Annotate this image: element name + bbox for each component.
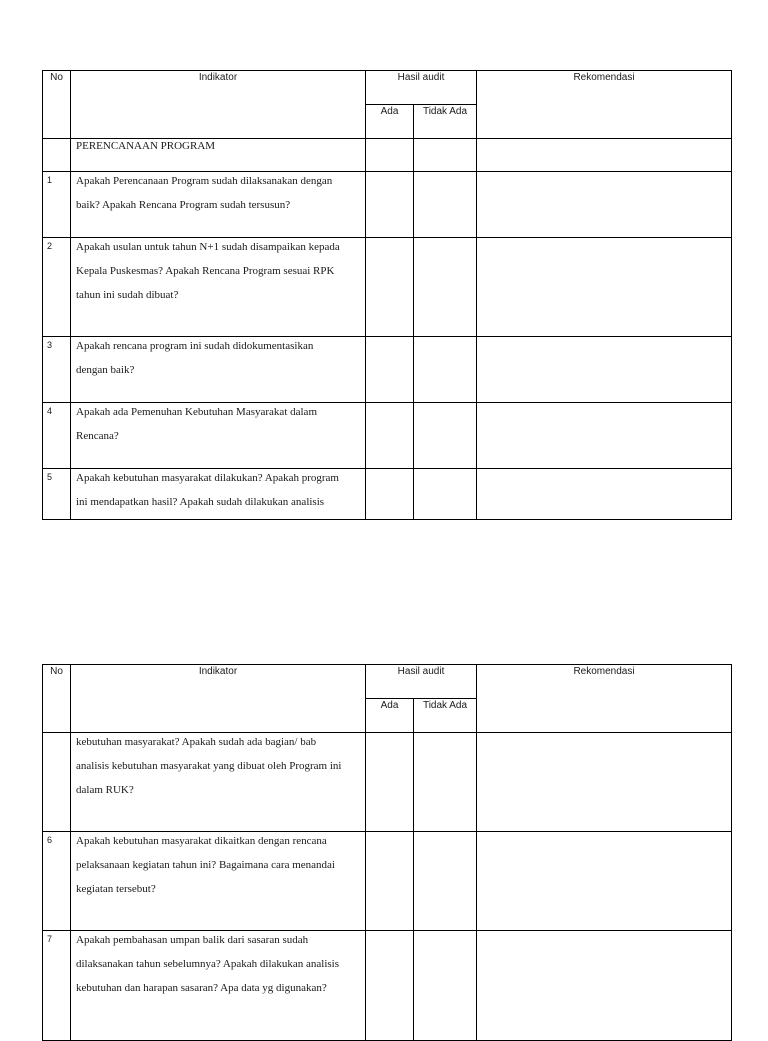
- indikator-line: dilaksanakan tahun sebelumnya? Apakah dilakukan analisis: [76, 958, 340, 970]
- header-tidak-ada: Tidak Ada: [414, 699, 477, 733]
- table-row: [43, 337, 732, 403]
- indikator-line: analisis kebutuhan masyarakat yang dibuat oleh Program ini: [76, 760, 342, 772]
- rekomendasi-cell: [477, 403, 732, 469]
- ada-cell: [366, 832, 414, 931]
- indikator-cell: [71, 238, 366, 337]
- row-number: 2: [43, 238, 71, 337]
- indikator-line: kebutuhan masyarakat? Apakah sudah ada bagian/ bab: [76, 736, 317, 748]
- indikator-line: baik? Apakah Rencana Program sudah tersusun?: [76, 199, 291, 211]
- row-number: 4: [43, 403, 71, 469]
- ada-cell: [366, 931, 414, 1041]
- tidak-ada-cell: [414, 172, 477, 238]
- row-number: 3: [43, 337, 71, 403]
- table-row: [43, 832, 732, 931]
- audit-table-page-1: [42, 70, 732, 520]
- row-number: 7: [43, 931, 71, 1041]
- indikator-cell: [71, 172, 366, 238]
- ada-cell: [366, 172, 414, 238]
- rekomendasi-cell: [477, 469, 732, 520]
- tidak-ada-cell: [414, 469, 477, 520]
- rekomendasi-cell: [477, 172, 732, 238]
- indikator-line: ini mendapatkan hasil? Apakah sudah dilakukan analisis: [76, 496, 325, 508]
- header-hasil-audit: Hasil audit: [366, 71, 477, 105]
- indikator-cell: [71, 931, 366, 1041]
- header-indikator: Indikator: [71, 665, 366, 733]
- indikator-line: Apakah kebutuhan masyarakat dilakukan? Apakah program: [76, 472, 339, 484]
- header-rekomendasi: Rekomendasi: [477, 71, 732, 139]
- indikator-cell: [71, 832, 366, 931]
- ada-cell: [366, 238, 414, 337]
- row-number: 1: [43, 172, 71, 238]
- tidak-ada-cell: [414, 337, 477, 403]
- indikator-line: Apakah Perencanaan Program sudah dilaksanakan dengan: [76, 175, 333, 187]
- ada-cell: [366, 403, 414, 469]
- header-ada: Ada: [366, 699, 414, 733]
- row-number: [43, 733, 71, 832]
- table-row: [43, 403, 732, 469]
- table-row: [43, 931, 732, 1041]
- indikator-line: Apakah kebutuhan masyarakat dikaitkan dengan rencana: [76, 835, 327, 847]
- tidak-ada-cell: [414, 403, 477, 469]
- tidak-ada-cell: [414, 139, 477, 172]
- section-title: PERENCANAAN PROGRAM: [71, 139, 366, 172]
- tidak-ada-cell: [414, 238, 477, 337]
- header-tidak-ada: Tidak Ada: [414, 105, 477, 139]
- indikator-cell: [71, 403, 366, 469]
- ada-cell: [366, 139, 414, 172]
- rekomendasi-cell: [477, 238, 732, 337]
- header-ada: Ada: [366, 105, 414, 139]
- row-number: 5: [43, 469, 71, 520]
- ada-cell: [366, 469, 414, 520]
- audit-table-page-2: [42, 664, 732, 1041]
- tidak-ada-cell: [414, 733, 477, 832]
- header-indikator: Indikator: [71, 71, 366, 139]
- table-row: [43, 733, 732, 832]
- section-number-cell: [43, 139, 71, 172]
- indikator-cell: [71, 337, 366, 403]
- rekomendasi-cell: [477, 832, 732, 931]
- rekomendasi-cell: [477, 931, 732, 1041]
- header-no: No: [43, 71, 71, 139]
- tidak-ada-cell: [414, 832, 477, 931]
- indikator-line: Kepala Puskesmas? Apakah Rencana Program sesuai RPK: [76, 265, 335, 277]
- table-row: [43, 238, 732, 337]
- row-number: 6: [43, 832, 71, 931]
- rekomendasi-cell: [477, 139, 732, 172]
- indikator-cell: [71, 469, 366, 520]
- rekomendasi-cell: [477, 337, 732, 403]
- table-row: [43, 469, 732, 520]
- indikator-line: tahun ini sudah dibuat?: [76, 289, 179, 301]
- indikator-line: Apakah rencana program ini sudah didokumentasikan: [76, 340, 314, 352]
- ada-cell: [366, 337, 414, 403]
- indikator-cell: [71, 733, 366, 832]
- indikator-line: kegiatan tersebut?: [76, 883, 156, 895]
- indikator-line: Rencana?: [76, 430, 119, 442]
- indikator-line: dalam RUK?: [76, 784, 134, 796]
- indikator-line: Apakah pembahasan umpan balik dari sasaran sudah: [76, 934, 309, 946]
- indikator-line: Apakah usulan untuk tahun N+1 sudah disampaikan kepada: [76, 241, 340, 253]
- ada-cell: [366, 733, 414, 832]
- indikator-line: pelaksanaan kegiatan tahun ini? Bagaimana cara menandai: [76, 859, 335, 871]
- header-no: No: [43, 665, 71, 733]
- table-row: [43, 172, 732, 238]
- tidak-ada-cell: [414, 931, 477, 1041]
- rekomendasi-cell: [477, 733, 732, 832]
- indikator-line: dengan baik?: [76, 364, 135, 376]
- header-hasil-audit: Hasil audit: [366, 665, 477, 699]
- indikator-line: Apakah ada Pemenuhan Kebutuhan Masyarakat dalam: [76, 406, 317, 418]
- header-rekomendasi: Rekomendasi: [477, 665, 732, 733]
- indikator-line: kebutuhan dan harapan sasaran? Apa data yg digunakan?: [76, 982, 327, 994]
